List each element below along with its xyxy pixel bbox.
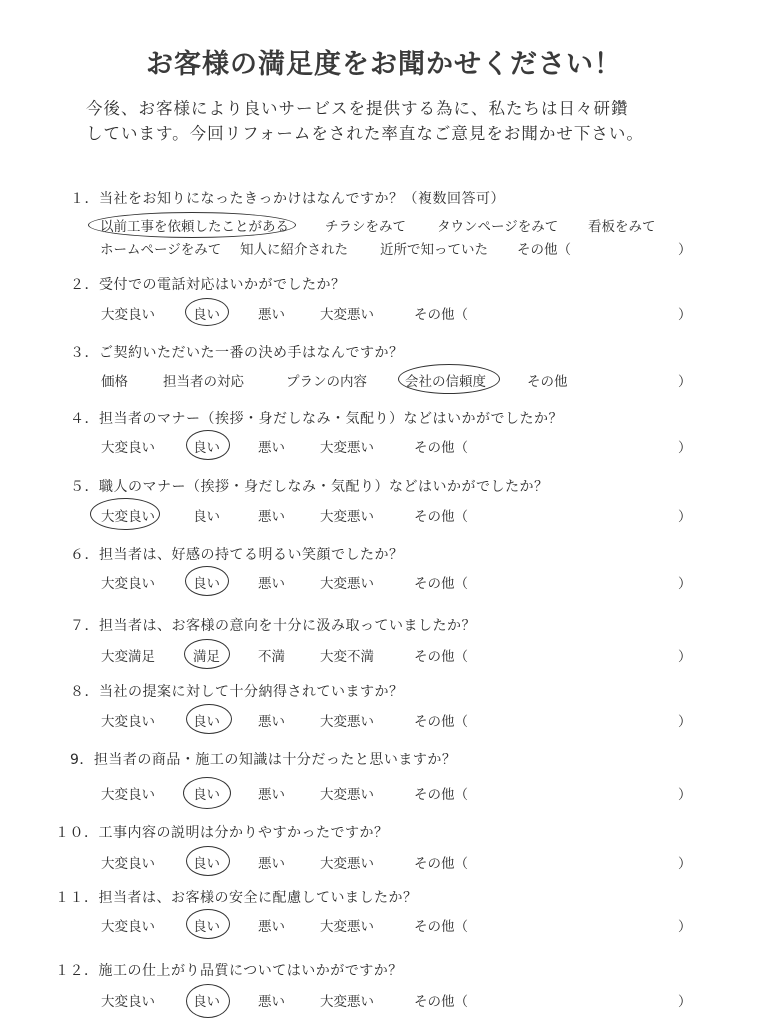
- option-label: 満足: [193, 649, 220, 665]
- question-1-title: [70, 188, 505, 208]
- option-label: その他（: [414, 714, 468, 730]
- option-label: その他（: [414, 649, 468, 665]
- option-label: 大変良い: [101, 576, 155, 592]
- option-label: その他（: [414, 307, 468, 323]
- close-paren: ）: [678, 649, 692, 665]
- option-label: 良い: [193, 994, 220, 1010]
- option-label: 悪い: [258, 576, 285, 592]
- option-label: 大変良い: [101, 919, 155, 935]
- option-label: 良い: [193, 576, 220, 592]
- question-number: ３．: [70, 345, 99, 361]
- close-paren: ）: [678, 856, 692, 872]
- question-number: １１．: [55, 890, 99, 906]
- question-text: 当社をお知りになったきっかけはなんですか？（複数回答可）: [99, 191, 505, 207]
- option-label: 悪い: [258, 714, 285, 730]
- option-label: 知人に紹介された: [240, 242, 348, 258]
- option-label: 悪い: [258, 787, 285, 803]
- option-label: 悪い: [258, 856, 285, 872]
- option-label: 近所で知っていた: [380, 242, 488, 258]
- close-paren: ）: [678, 919, 692, 935]
- close-paren: ）: [678, 509, 692, 525]
- question-2-title: [70, 274, 346, 294]
- question-5-title: [70, 476, 549, 496]
- question-text: 工事内容の説明は分かりやすかったですか？: [98, 825, 389, 841]
- question-text: 担当者のマナー（挨拶・身だしなみ・気配り）などはいかがでしたか？: [99, 411, 563, 427]
- question-10-title: [55, 822, 389, 842]
- option-label: 大変悪い: [320, 440, 374, 456]
- option-label: 大変良い: [101, 440, 155, 456]
- option-label: タウンページをみて: [437, 219, 559, 235]
- option-label: 大変悪い: [320, 714, 374, 730]
- question-11-title: [55, 887, 418, 907]
- option-label: 看板をみて: [588, 219, 656, 235]
- option-label: 良い: [193, 856, 220, 872]
- question-number: ８．: [70, 684, 99, 700]
- option-label: 大変悪い: [320, 856, 374, 872]
- option-label: 大変良い: [101, 856, 155, 872]
- option-label: 大変悪い: [320, 919, 374, 935]
- option-label: 良い: [193, 919, 220, 935]
- question-text: 施工の仕上がり品質についてはいかがですか？: [98, 963, 403, 979]
- option-label: 良い: [193, 787, 220, 803]
- option-label: 価格: [101, 374, 128, 390]
- close-paren: ）: [678, 787, 692, 803]
- question-text: 担当者は、お客様の安全に配慮していましたか？: [98, 890, 418, 906]
- option-label: 悪い: [258, 509, 285, 525]
- question-7-title: [70, 615, 476, 635]
- question-number: １０．: [55, 825, 99, 841]
- option-label: 担当者の対応: [163, 374, 244, 390]
- option-label: その他（: [414, 856, 468, 872]
- option-label: 大変不満: [320, 649, 374, 665]
- option-label: 良い: [193, 307, 220, 323]
- option-label: 大変悪い: [320, 994, 374, 1010]
- question-number: １．: [70, 191, 99, 207]
- close-paren: ）: [678, 994, 692, 1010]
- close-paren: ）: [678, 576, 692, 592]
- option-label: 悪い: [258, 307, 285, 323]
- question-text: 担当者の商品・施工の知識は十分だったと思いますか？: [93, 752, 457, 768]
- option-label: ホームページをみて: [100, 242, 222, 258]
- intro-text: [86, 96, 726, 146]
- option-label: 大変悪い: [320, 787, 374, 803]
- option-label: 不満: [258, 649, 285, 665]
- option-label: 良い: [193, 509, 220, 525]
- question-number: １２．: [55, 963, 99, 979]
- question-text: 受付での電話対応はいかがでしたか？: [99, 277, 346, 293]
- option-label: 悪い: [258, 919, 285, 935]
- option-label: その他（: [414, 440, 468, 456]
- option-label: プランの内容: [286, 374, 367, 390]
- option-label: その他（: [414, 787, 468, 803]
- option-label: 良い: [193, 440, 220, 456]
- page-title: お客様の満足度をお聞かせください！: [146, 49, 622, 80]
- option-label: その他（: [414, 576, 468, 592]
- option-label: 会社の信頼度: [405, 374, 486, 390]
- option-label: 大変悪い: [320, 576, 374, 592]
- intro-line-2: しています。今回リフォームをされた率直なご意見をお聞かせ下さい。: [86, 124, 644, 143]
- question-6-title: [70, 544, 404, 564]
- question-number: ４．: [70, 411, 99, 427]
- intro-line-1: 今後、お客様により良いサービスを提供する為に、私たちは日々研鑽: [86, 99, 629, 118]
- option-label: 大変良い: [101, 714, 155, 730]
- question-text: 当社の提案に対して十分納得されていますか？: [99, 684, 404, 700]
- question-3-title: [70, 342, 404, 362]
- option-label: 悪い: [258, 994, 285, 1010]
- option-label: 大変悪い: [320, 509, 374, 525]
- question-number: ２．: [70, 277, 99, 293]
- question-text: 担当者は、お客様の意向を十分に汲み取っていましたか？: [99, 618, 476, 634]
- question-number: ５．: [70, 479, 99, 495]
- option-label: 大変良い: [101, 509, 155, 525]
- close-paren: ）: [678, 714, 692, 730]
- question-number: ７．: [70, 618, 99, 634]
- option-label: 大変良い: [101, 307, 155, 323]
- question-number: 9．: [70, 752, 94, 768]
- option-label: チラシをみて: [325, 219, 406, 235]
- option-label: その他（: [414, 919, 468, 935]
- question-8-title: [70, 681, 404, 701]
- question-9-title: [70, 749, 456, 769]
- option-label: 大変悪い: [320, 307, 374, 323]
- question-number: ６．: [70, 547, 99, 563]
- question-text: ご契約いただいた一番の決め手はなんですか？: [99, 345, 404, 361]
- option-label: 大変満足: [101, 649, 155, 665]
- question-4-title: [70, 408, 563, 428]
- option-label: 以前工事を依頼したことがある: [100, 219, 289, 235]
- option-label: その他: [527, 374, 568, 390]
- question-12-title: [55, 960, 403, 980]
- option-label: その他（: [414, 994, 468, 1010]
- option-label: 大変良い: [101, 787, 155, 803]
- option-label: その他（: [517, 242, 571, 258]
- option-label: その他（: [414, 509, 468, 525]
- close-paren: ）: [678, 307, 692, 323]
- close-paren: ）: [678, 440, 692, 456]
- question-text: 職人のマナー（挨拶・身だしなみ・気配り）などはいかがでしたか？: [99, 479, 549, 495]
- option-label: 悪い: [258, 440, 285, 456]
- close-paren: ）: [678, 374, 692, 390]
- question-text: 担当者は、好感の持てる明るい笑顔でしたか？: [99, 547, 404, 563]
- option-label: 良い: [193, 714, 220, 730]
- close-paren: ）: [678, 242, 692, 258]
- option-label: 大変良い: [101, 994, 155, 1010]
